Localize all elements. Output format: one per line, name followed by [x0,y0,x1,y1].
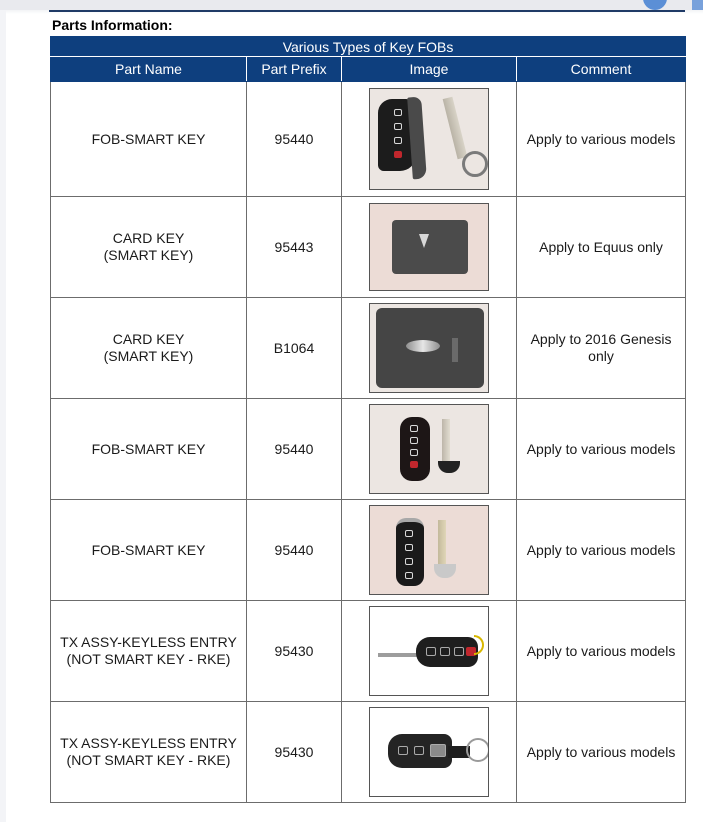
column-header-image: Image [342,57,517,82]
part-name-note: (NOT SMART KEY - RKE) [66,752,231,768]
part-name: CARD KEY [112,230,185,246]
part-prefix-cell: 95440 [247,500,342,601]
comment: Apply to various models [526,440,676,457]
column-header-part-name: Part Name [51,57,247,82]
fob-body-icon [396,518,424,586]
part-name-note: (SMART KEY) [103,247,194,263]
emergency-key-icon [443,97,468,160]
part-name-cell [51,298,247,399]
emergency-key-head-icon [438,461,460,473]
equus-logo-icon [419,234,429,248]
part-prefix-cell: 95430 [247,601,342,702]
image-cell [342,601,517,702]
comment-continued: only [588,348,614,364]
comment-cell [517,298,686,399]
page-gutter [0,10,6,822]
genesis-wing-logo-icon [406,340,440,352]
key-fob-parts-table [50,36,686,803]
part-name-cell [51,500,247,601]
part-name: FOB-SMART KEY [91,541,206,558]
card-key-genesis-image [369,303,489,393]
part-prefix-cell: 95440 [247,82,342,197]
part-name-cell [51,702,247,803]
column-header-comment: Comment [517,57,686,82]
flip-key-rke-image [369,606,489,696]
image-cell [342,399,517,500]
part-prefix-cell: 95443 [247,197,342,298]
comment: Apply to various models [526,743,676,760]
part-name: CARD KEY [112,331,185,347]
table-row [51,197,686,298]
part-prefix-cell: 95430 [247,702,342,803]
image-cell [342,702,517,803]
table-row [51,399,686,500]
table-row [51,601,686,702]
comment-cell [517,399,686,500]
part-prefix-cell: B1064 [247,298,342,399]
card-key-equus-image [369,203,489,291]
part-name-cell [51,601,247,702]
card-key-icon [392,220,468,274]
card-lettering-icon [452,338,458,362]
flip-key-blade-icon [378,653,418,657]
image-cell [342,298,517,399]
fob-body-icon [400,417,430,481]
column-header-part-prefix: Part Prefix [247,57,342,82]
image-cell [342,197,517,298]
rke-fob-body-icon [416,637,478,667]
avatar-icon[interactable] [643,0,667,10]
part-name: TX ASSY-KEYLESS ENTRY [60,735,237,751]
section-title: Parts Information: [52,17,173,33]
smart-key-fob-image [369,88,489,190]
header-rule [49,10,685,12]
comment: Apply to various models [526,541,676,558]
part-name-cell [51,197,247,298]
table-row [51,500,686,601]
comment: Apply to various models [526,642,676,659]
emergency-key-head-icon [434,564,456,578]
comment: Apply to 2016 Genesis [530,331,672,347]
toolbar-tab-icon[interactable] [692,0,703,10]
viewer-toolbar [0,0,703,10]
key-ring-icon [462,151,488,177]
part-name: TX ASSY-KEYLESS ENTRY [60,634,237,650]
image-cell [342,500,517,601]
comment: Apply to various models [526,130,676,147]
comment-cell [517,500,686,601]
emergency-key-icon [442,419,450,467]
card-key-icon [376,308,484,388]
emergency-key-icon [438,520,446,570]
part-name: FOB-SMART KEY [91,440,206,457]
comment-cell [517,702,686,803]
remote-keyless-entry-image [369,707,489,797]
part-name: FOB-SMART KEY [91,130,206,147]
smart-key-fob-image [369,505,489,595]
rke-fob-body-icon [388,734,452,768]
table-row [51,702,686,803]
key-ring-icon [474,635,484,655]
comment-cell [517,197,686,298]
table-row [51,82,686,197]
part-name-note: (SMART KEY) [103,348,194,364]
part-name-cell [51,399,247,500]
comment-cell [517,601,686,702]
image-cell [342,82,517,197]
table-row [51,298,686,399]
part-prefix-cell: 95440 [247,399,342,500]
part-name-note: (NOT SMART KEY - RKE) [66,651,231,667]
comment: Apply to Equus only [539,238,663,255]
key-ring-icon [466,738,489,762]
part-name-cell [51,82,247,197]
comment-cell [517,82,686,197]
table-caption: Various Types of Key FOBs [51,37,686,57]
smart-key-fob-image [369,404,489,494]
